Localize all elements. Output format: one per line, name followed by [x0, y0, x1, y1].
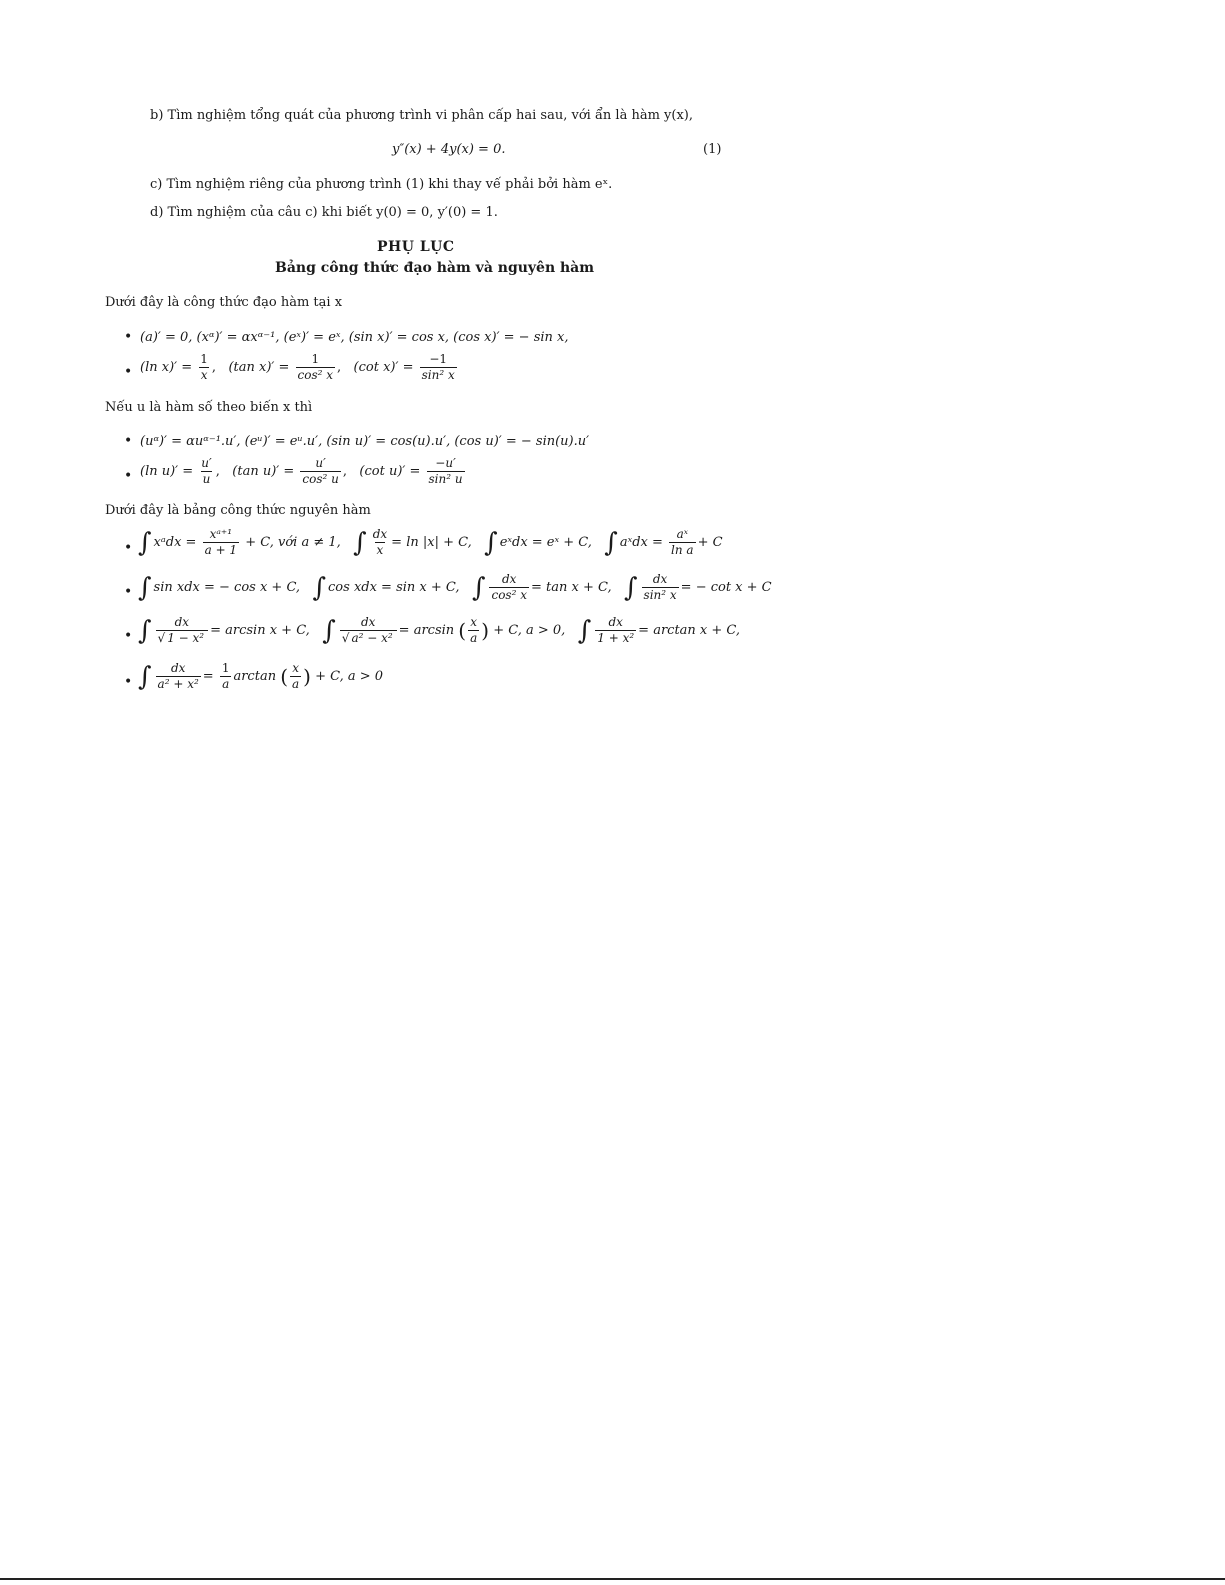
tan-x-derivative: (tan x)′ =	[228, 360, 290, 375]
page-bottom-border	[0, 1578, 1225, 1580]
fraction: $\frac{u'}{\text{cos² u}}$	[302, 456, 339, 486]
problem-b: b) Tìm nghiệm tổng quát của phương trình vi phân cấp hai sau, với ẩn là hàm y(x),	[150, 108, 693, 123]
fraction: $\frac{1}{\text{cos² x}}$	[297, 352, 334, 382]
derivatives-line-1: (a)′ = 0, (xᵅ)′ = αxᵅ⁻¹, (eˣ)′ = eˣ, (sin x)′ = cos x, (cos x)′ = − sin x,	[140, 330, 569, 345]
ln-u-derivative: (ln u)′ =	[140, 464, 194, 479]
integral-sign: ∫	[138, 661, 152, 692]
fraction: $\frac{dx}{x}$	[372, 527, 388, 557]
integral-row-1: ∫ xᵃdx = $\frac{\text{xᵃ⁺¹}}{a + 1}$ + C, với a ≠ 1, ∫ $\frac{dx}{x}$ = ln |x| + C, ∫ eˣdx = eˣ + C, ∫ aˣdx = $\frac{\text{aˣ}}{\text{ln a}}$ + C	[138, 527, 723, 558]
bullet: •	[124, 674, 133, 690]
fraction: $\frac{\text{aˣ}}{\text{ln a}}$	[671, 527, 694, 557]
derivatives-line-2: (ln x)′ = $\frac{1}{x}$ , (tan x)′ = $\frac{1}{\text{cos² x}}$ , (cot x)′ = $\frac{-1}{\text{sin² x}}$	[140, 352, 455, 382]
composite-line-1: (uᵅ)′ = αuᵅ⁻¹.u′, (eᵘ)′ = eᵘ.u′, (sin u)′ = cos(u).u′, (cos u)′ = − sin(u).u′	[140, 434, 590, 449]
integral-row-4: ∫ $\frac{dx}{\text{a² + x²}}$ = $\frac{1}{a}$ arctan ( $\frac{x}{a}$ ) + C, a > 0	[138, 661, 384, 692]
appendix-title: PHỤ LỤC	[377, 239, 455, 255]
bullet: •	[124, 364, 133, 380]
fraction: $\frac{\text{xᵃ⁺¹}}{a + 1}$	[204, 527, 238, 557]
bullet: •	[124, 433, 133, 449]
bullet: •	[124, 329, 133, 345]
fraction: $\frac{dx}{\text{√ a² − x²}}$	[340, 615, 397, 646]
cot-u-derivative: (cot u)′ =	[359, 464, 421, 479]
integral-sign: ∫	[624, 572, 638, 603]
composite-line-2: (ln u)′ = $\frac{u'}{u}$ , (tan u)′ = $\frac{u'}{\text{cos² u}}$ , (cot u)′ = $\frac{-u'}{\text{sin² u}}$	[140, 456, 463, 486]
fraction: $\frac{u'}{u}$	[201, 456, 212, 486]
integral-sign: ∫	[138, 527, 152, 558]
antiderivatives-intro: Dưới đây là bảng công thức nguyên hàm	[105, 503, 371, 518]
fraction: $\frac{dx}{\text{√ 1 − x²}}$	[156, 615, 209, 646]
integral-sign: ∫	[138, 572, 152, 603]
cot-x-derivative: (cot x)′ =	[353, 360, 414, 375]
integral-row-2: ∫ sin xdx = − cos x + C, ∫ cos xdx = sin x + C, ∫ $\frac{dx}{\text{cos² x}}$ = tan x + C, ∫ $\frac{dx}{\text{sin² x}}$ = − cot x + C	[138, 572, 772, 603]
fraction: $\frac{dx}{\text{a² + x²}}$	[157, 661, 199, 691]
integral-sign: ∫	[353, 527, 367, 558]
integral-sign: ∫	[484, 527, 498, 558]
integral-sign: ∫	[577, 615, 592, 646]
fraction: $\frac{-1}{\text{sin² x}}$	[421, 352, 455, 382]
integral-sign: ∫	[312, 572, 327, 603]
integral-sign: ∫	[471, 572, 486, 603]
problem-d: d) Tìm nghiệm của câu c) khi biết y(0) = 0, y′(0) = 1.	[150, 205, 498, 220]
integral-sign: ∫	[604, 527, 618, 558]
bullet: •	[124, 584, 133, 600]
integral-row-3: ∫ $\frac{dx}{\text{√ 1 − x²}}$ = arcsin x + C, ∫ $\frac{dx}{\text{√ a² − x²}}$ = arcsin ( $\frac{x}{a}$ ) + C, a > 0, ∫ $\frac{dx}{\text{1 + x²}}$ = arctan x + C,	[138, 615, 741, 646]
fraction: $\frac{dx}{\text{cos² x}}$	[491, 572, 527, 602]
integral-sign: ∫	[322, 615, 336, 646]
fraction: $\frac{-u'}{\text{sin² u}}$	[428, 456, 463, 486]
integral-sign: ∫	[138, 615, 152, 646]
bullet: •	[124, 628, 133, 644]
fraction: $\frac{dx}{\text{1 + x²}}$	[597, 615, 635, 645]
derivatives-intro: Dưới đây là công thức đạo hàm tại x	[105, 295, 343, 310]
tan-u-derivative: (tan u)′ =	[232, 464, 295, 479]
equation-number: (1)	[703, 142, 722, 157]
fraction: $\frac{x}{a}$	[292, 661, 300, 691]
problem-c: c) Tìm nghiệm riêng của phương trình (1) khi thay vế phải bởi hàm eˣ.	[150, 177, 613, 192]
fraction: $\frac{dx}{\text{sin² x}}$	[643, 572, 677, 602]
ln-x-derivative: (ln x)′ =	[140, 360, 193, 375]
bullet: •	[124, 540, 133, 556]
problem-equation: y″(x) + 4y(x) = 0.	[392, 142, 506, 157]
composite-intro: Nếu u là hàm số theo biến x thì	[105, 400, 313, 415]
fraction: $\frac{x}{a}$	[470, 615, 478, 645]
fraction: $\frac{1}{x}$	[200, 352, 208, 382]
appendix-subtitle: Bảng công thức đạo hàm và nguyên hàm	[275, 260, 595, 276]
bullet: •	[124, 468, 133, 484]
fraction: $\frac{1}{a}$	[221, 661, 230, 691]
